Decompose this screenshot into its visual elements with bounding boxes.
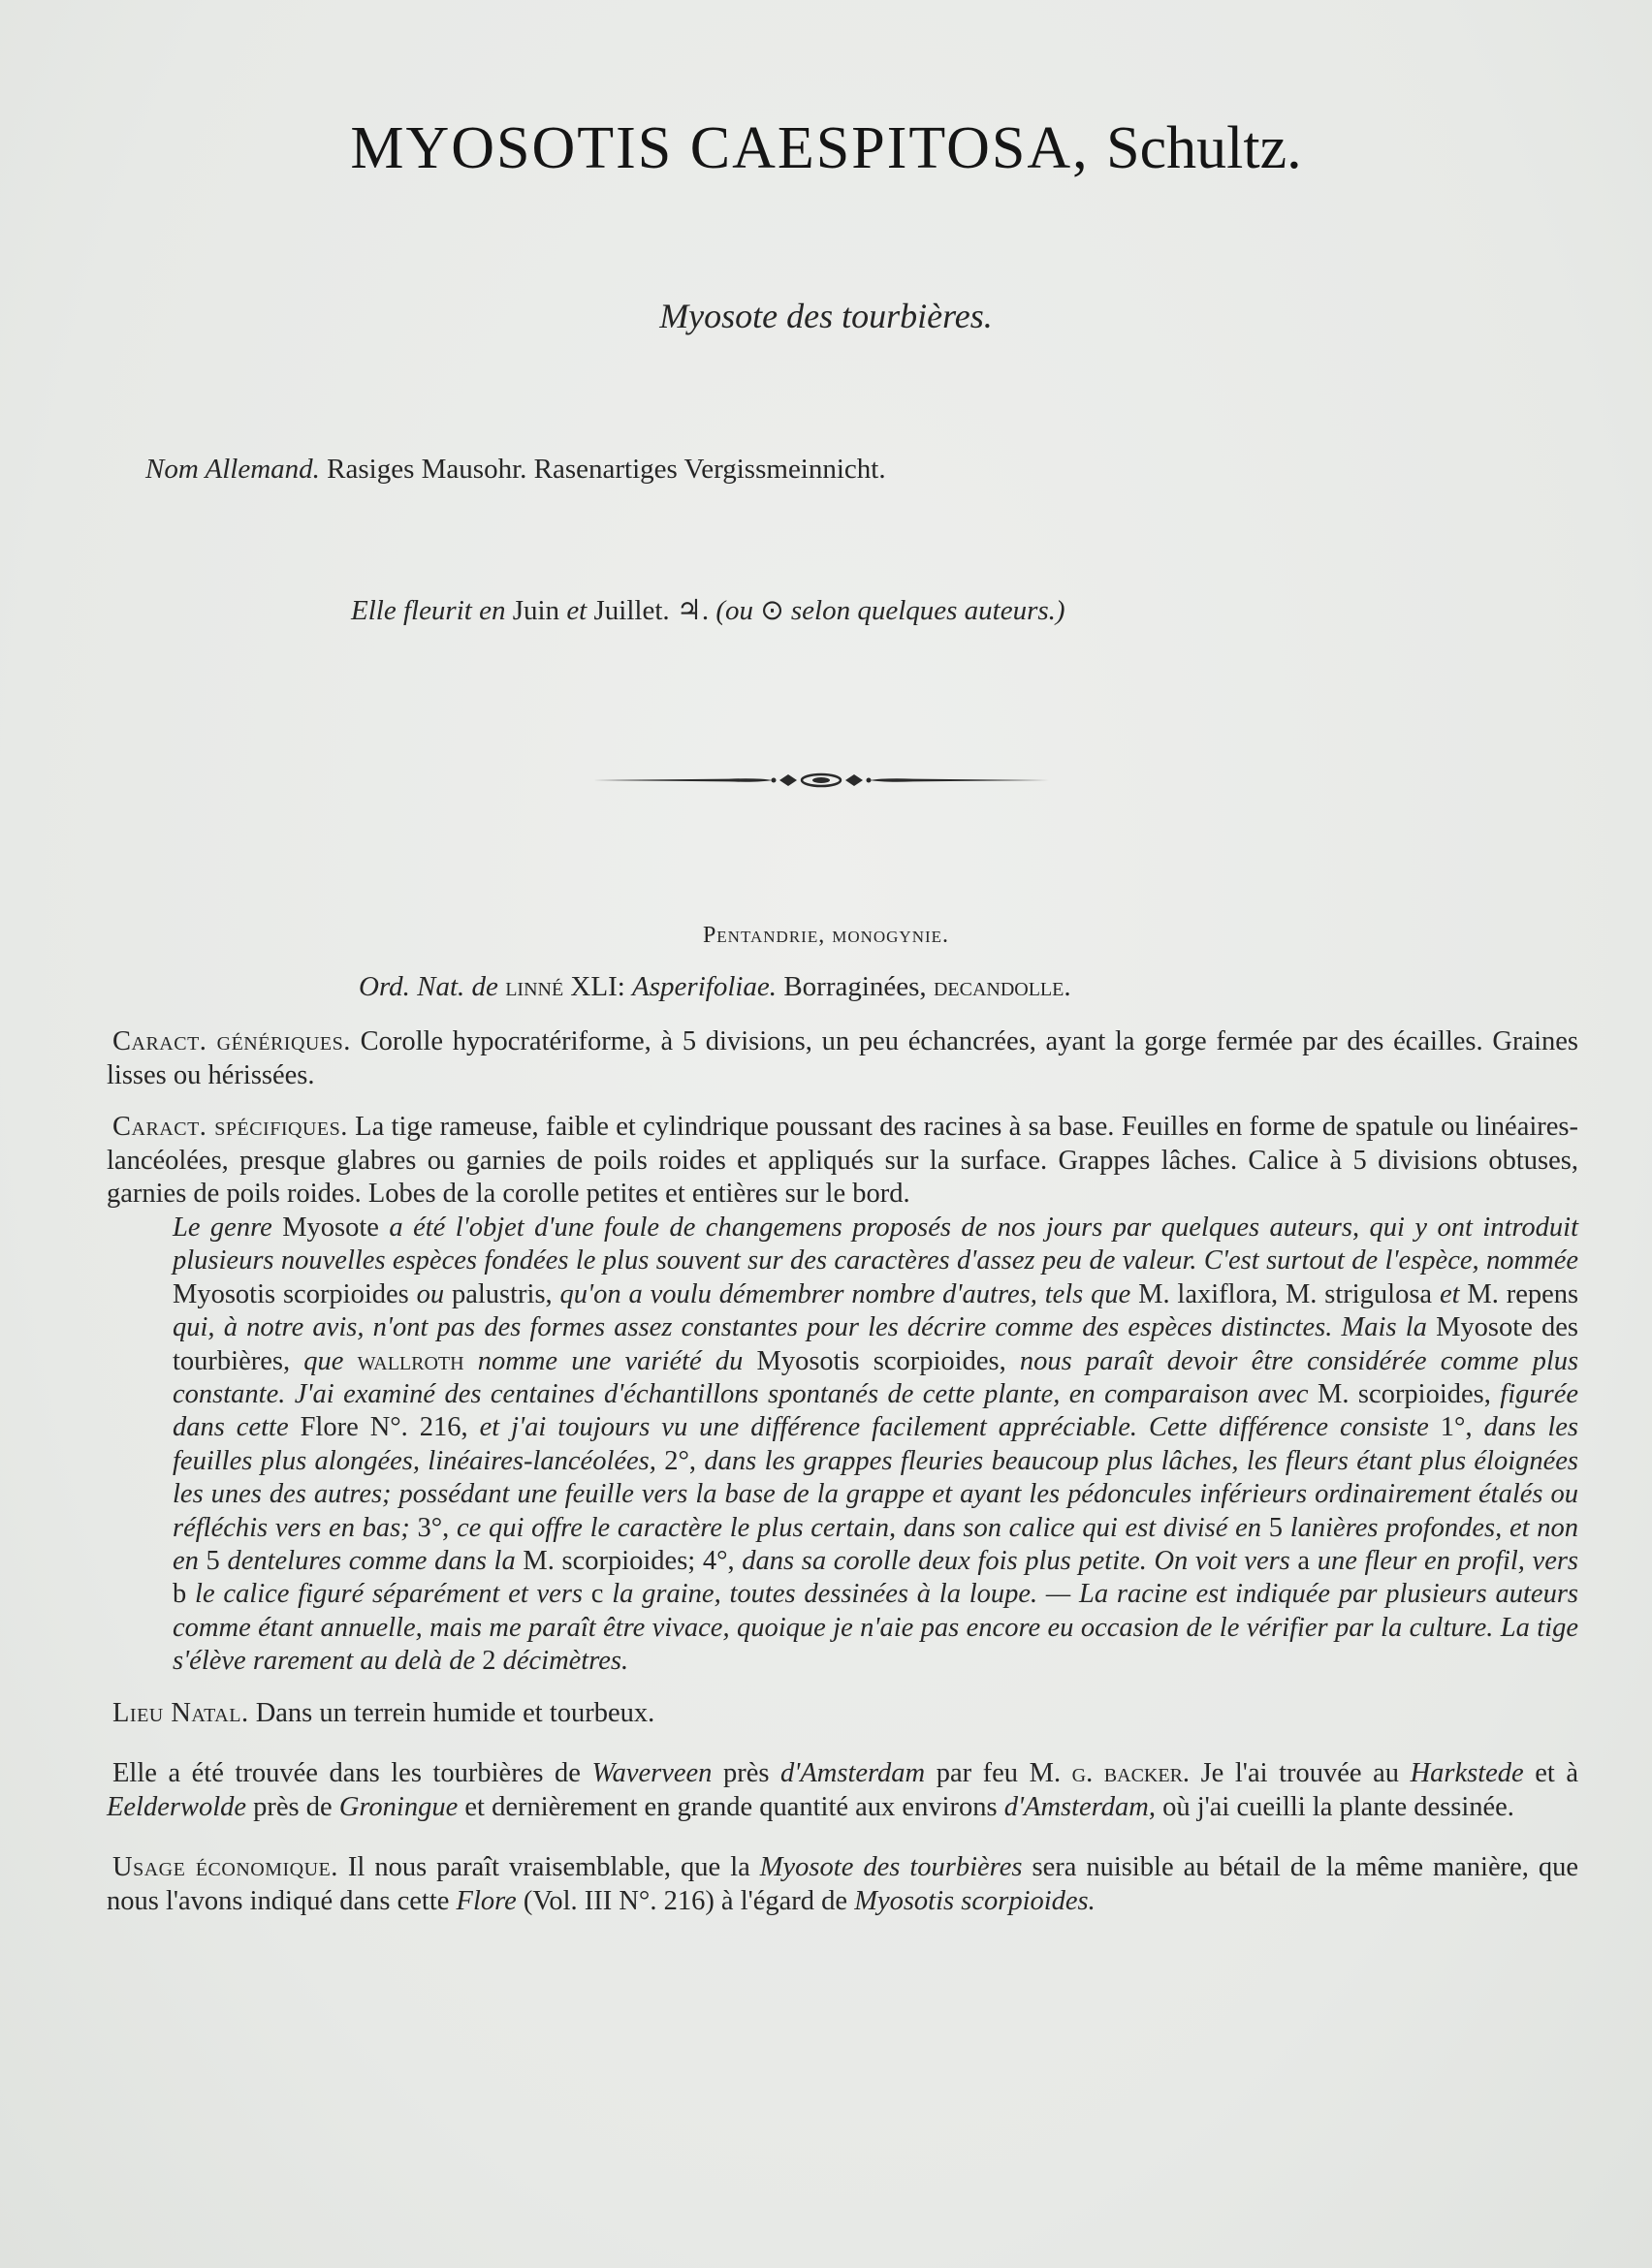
section-label: Lieu Natal. xyxy=(112,1697,249,1728)
remark-name: 2°, xyxy=(664,1445,697,1476)
order-number: XLI: xyxy=(570,971,625,1002)
remark-name: a xyxy=(1297,1546,1311,1577)
remark-text: a été l'objet d'une foule de changemens proposés de nos jours par quelques auteurs, qui y ont introduit plusieurs nouvelles espèces fondées le plus souvent sur des caractères d'assez peu de valeur. C'est surtout de l'espèce, nommée xyxy=(173,1212,1579,1276)
remark-name: M. scorpioides; 4°, xyxy=(523,1546,735,1577)
locality-text: près xyxy=(722,1758,770,1789)
french-name: Myosote des tourbières. xyxy=(659,297,993,335)
remark-name: palustris, xyxy=(451,1278,553,1309)
remark-text: une fleur en profil, vers xyxy=(1317,1546,1579,1577)
locality-text: et à xyxy=(1535,1758,1579,1789)
remark-text: dans les grappes fleuries beaucoup plus lâches, les fleurs étant plus éloignées les unes des autres; possédant une feuille vers la base de la grappe et ayant les pédoncules inférieurs ordinairement étalés ou réfléchis vers en bas; xyxy=(173,1445,1579,1543)
remark-name: M. laxiflora, M. strigulosa xyxy=(1138,1278,1433,1309)
remark-text: lanières profondes, et non en xyxy=(173,1512,1579,1577)
remark-name: Myosote des tourbières, xyxy=(173,1312,1579,1376)
section-text: La tige rameuse, faible et cylindrique poussant des racines à sa base. Feuilles en forme de spatule ou linéaires-lancéolées, presque glabres ou garnies de poils roides et appliqués sur la surface. Grappes lâches. Calice à 5 divisions obtuses, garnies de poils roides. Lobes de la corolle petites et entières sur le bord. xyxy=(107,1112,1579,1210)
locality-place: Harkstede xyxy=(1410,1758,1524,1789)
locality-text: Je l'ai trouvée au xyxy=(1200,1758,1399,1789)
order-author: linné xyxy=(505,971,564,1002)
flowering-month-june: Juin xyxy=(512,595,560,626)
remark-text: dentelures comme dans la xyxy=(227,1546,516,1577)
usage-name: Myosotis scorpioides. xyxy=(854,1886,1096,1917)
flowering-text: Elle fleurit en xyxy=(351,595,506,626)
flowering-line xyxy=(351,593,1065,627)
remark-text: Le genre xyxy=(173,1212,272,1243)
remark-text: nous paraît devoir être considérée comme plus constante. J'ai examiné des centaines d'échantillons spontanés de cette plante, en comparaison avec xyxy=(173,1345,1579,1409)
remark-name: 3°, xyxy=(417,1512,450,1543)
usage-text: sera nuisible au bétail de la même manière, que nous l'avons indiqué dans cette xyxy=(107,1852,1579,1917)
remark-text: et xyxy=(1439,1278,1460,1309)
remark-text: et j'ai toujours vu une différence facilement appréciable. Cette différence consiste xyxy=(479,1412,1429,1443)
section-text: Corolle hypocratériforme, à 5 divisions, un peu échancrées, ayant la gorge fermée par des écailles. Graines lisses ou hérissées. xyxy=(107,1026,1579,1090)
remark-name: Myosotis scorpioides xyxy=(173,1278,409,1309)
remark-name: c xyxy=(590,1579,604,1610)
remark-name: M. repens xyxy=(1467,1278,1579,1309)
remark-text: figurée dans cette xyxy=(173,1379,1579,1443)
locality-place: d'Amsterdam xyxy=(780,1758,926,1789)
german-name-line xyxy=(145,454,886,486)
remark-text: nomme une variété du xyxy=(477,1345,744,1376)
locality-place: Groningue xyxy=(338,1791,459,1822)
description-body xyxy=(107,1025,1578,1919)
remark-name: Flore N°. 216, xyxy=(300,1412,468,1443)
section-text: Dans un terrein humide et tourbeux. xyxy=(255,1697,655,1728)
remark-name: Myosotis scorpioides, xyxy=(756,1345,1006,1376)
german-name-label: Nom Allemand. xyxy=(145,454,320,485)
title-species: MYOSOTIS CAESPITOSA, xyxy=(350,115,1090,181)
flowering-text: (ou xyxy=(715,595,754,626)
remark-name: 5 xyxy=(206,1546,220,1577)
locality-text: près de xyxy=(253,1791,333,1822)
flowering-text: et xyxy=(566,595,588,626)
remark-text: la graine, toutes dessinées à la loupe. — La racine est indiquée par plusieurs auteurs comme étant annuelle, mais me paraît être vivace, quoique je n'aie pas encore eu occasion de le vérifier par la culture. La tige s'élève rarement au delà de xyxy=(173,1579,1578,1677)
remark-text: que xyxy=(303,1345,344,1376)
remark-text: décimètres. xyxy=(502,1646,629,1677)
specific-characters xyxy=(107,1111,1578,1212)
order-family: Asperifoliae. xyxy=(632,971,778,1002)
collector-name: g. backer. xyxy=(1071,1758,1191,1789)
locality-text: où j'ai cueilli la plante dessinée. xyxy=(1162,1791,1514,1822)
remark-name: M. scorpioides, xyxy=(1318,1379,1491,1409)
title-author: Schultz. xyxy=(1106,115,1302,181)
linnaean-class: Pentandrie, monogynie. xyxy=(702,923,950,948)
remark-name: 2 xyxy=(482,1646,496,1677)
locality-place: Waverveen xyxy=(591,1758,713,1789)
order-author: decandolle. xyxy=(933,971,1071,1002)
locality-place: Eelderwolde xyxy=(107,1791,247,1822)
localities-paragraph xyxy=(107,1757,1578,1824)
habitat xyxy=(107,1697,1578,1731)
usage-name: Myosote des tourbières xyxy=(759,1852,1023,1883)
natural-order-line xyxy=(359,971,1071,1003)
ornamental-divider-icon xyxy=(593,766,1049,795)
remark-text: ou xyxy=(416,1278,445,1309)
remark-name: Myosote xyxy=(282,1212,379,1243)
section-label: Usage économique. xyxy=(112,1852,338,1883)
annual-symbol-icon: ⊙ xyxy=(760,595,784,626)
economic-usage xyxy=(107,1851,1578,1918)
remark-text: dans les feuilles plus alongées, linéaires-lancéolées, xyxy=(173,1412,1579,1476)
usage-name: Flore xyxy=(456,1886,517,1917)
order-text: Ord. Nat. de xyxy=(359,971,498,1002)
usage-text: (Vol. III N°. 216) à l'égard de xyxy=(523,1886,848,1917)
locality-text: et dernièrement en grande quantité aux environs xyxy=(464,1791,998,1822)
section-label: Caract. génériques. xyxy=(112,1026,351,1056)
remark-author: wallroth xyxy=(357,1345,464,1376)
remark-name: 5 xyxy=(1268,1512,1283,1543)
section-label: Caract. spécifiques. xyxy=(112,1112,348,1143)
perennial-symbol-icon: ♃. xyxy=(676,595,710,626)
locality-text: Elle a été trouvée dans les tourbières de xyxy=(112,1758,581,1789)
remark-name: b xyxy=(173,1579,187,1610)
remark-text: ce qui offre le caractère le plus certain, dans son calice qui est divisé en xyxy=(456,1512,1262,1543)
locality-text: par feu M. xyxy=(936,1758,1062,1789)
german-name-value: Rasiges Mausohr. Rasenartiges Vergissmeinnicht. xyxy=(327,454,886,485)
remark-text: dans sa corolle deux fois plus petite. On voit vers xyxy=(742,1546,1290,1577)
remarks-paragraph xyxy=(173,1212,1578,1679)
generic-characters xyxy=(107,1025,1578,1092)
locality-place: d'Amsterdam, xyxy=(1003,1791,1156,1822)
remark-text: le calice figuré séparément et vers xyxy=(195,1579,584,1610)
usage-text: Il nous paraît vraisemblable, que la xyxy=(347,1852,750,1883)
flowering-text: selon quelques auteurs.) xyxy=(790,595,1065,626)
remark-text: qui, à notre avis, n'ont pas des formes assez constantes pour les décrire comme des espèces distinctes. Mais la xyxy=(173,1312,1427,1343)
order-family: Borraginées, xyxy=(783,971,927,1002)
remark-name: 1°, xyxy=(1440,1412,1473,1443)
page-title xyxy=(0,114,1652,183)
flowering-month-july: Juillet. xyxy=(593,595,670,626)
remark-text: qu'on a voulu démembrer nombre d'autres, tels que xyxy=(559,1278,1131,1309)
